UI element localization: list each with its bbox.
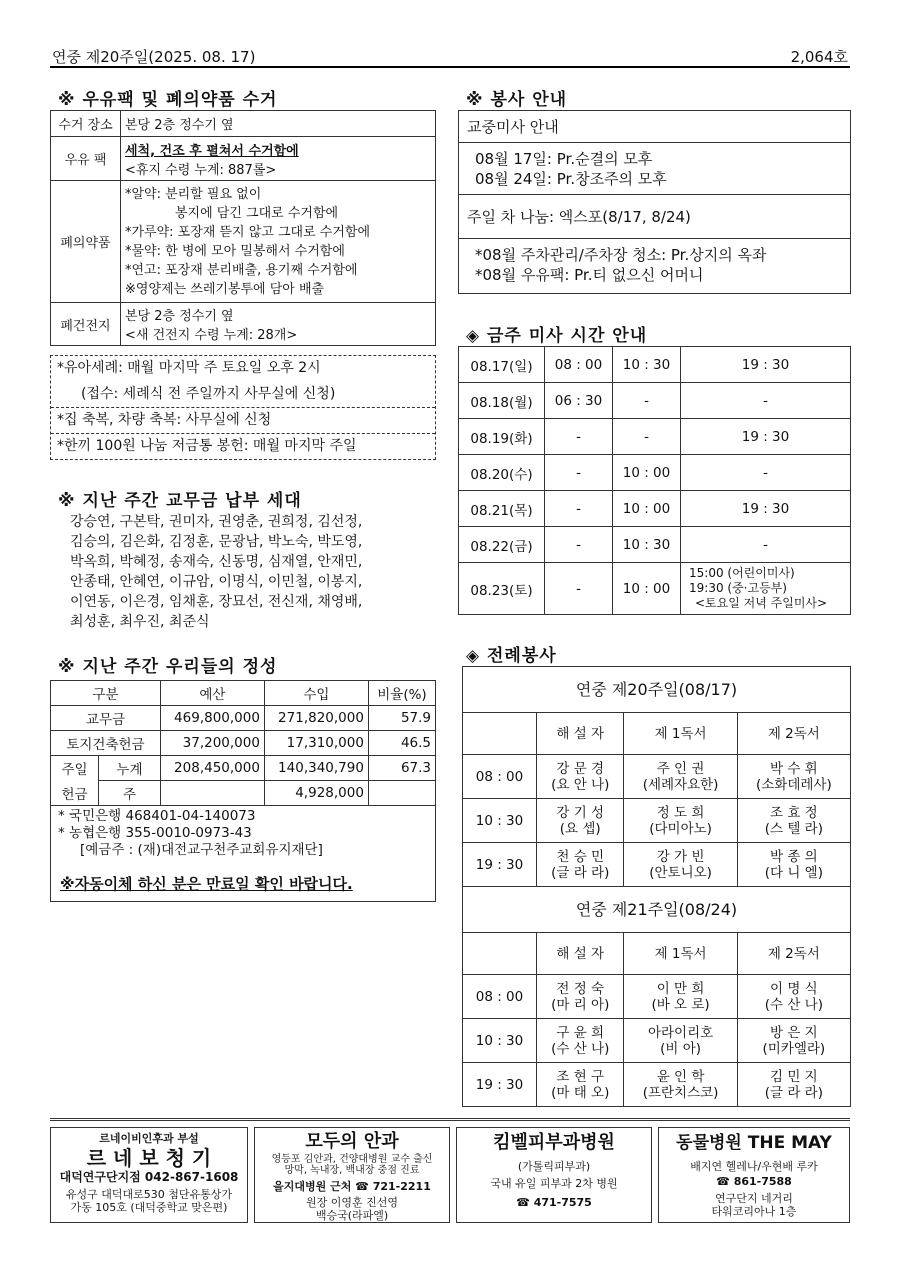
med-line-5: *연고: 포장재 분리배출, 용기째 수거함에 — [125, 262, 358, 278]
med-line-6: ※영양제는 쓰레기봉투에 담아 배출 — [125, 281, 325, 297]
mass-time: - — [613, 383, 681, 419]
dues-title: ※ 지난 주간 교무금 납부 세대 — [58, 491, 302, 511]
lit-baptism: (스 텔 라) — [764, 820, 823, 837]
notice-baptism: *유아세례: 매월 마지막 주 토요일 오후 2시 — [57, 360, 321, 376]
service-title: ※ 봉사 안내 — [466, 90, 568, 110]
offer-head: 수입 — [264, 681, 368, 706]
mass-time: 06 : 30 — [545, 383, 613, 419]
mass-time: - — [545, 491, 613, 527]
ads-footer — [50, 1118, 850, 1223]
offer-cell: 67.3 — [368, 756, 435, 781]
dues-line: 최성훈, 최우진, 최준식 — [70, 614, 210, 630]
sat-mass-line: 15:00 (어린이미사) — [689, 566, 795, 580]
lit-col: 제 2독서 — [737, 713, 850, 755]
lit-name: 박 종 의 — [769, 848, 818, 865]
mass-title: ◈ 금주 미사 시간 안내 — [466, 326, 648, 346]
service-line: 08월 17일: Pr.순결의 모후 — [475, 150, 653, 168]
med-line-1: *알약: 분리할 필요 없이 — [125, 186, 262, 202]
liturgy-table — [462, 666, 851, 1107]
lit-baptism: (안토니오) — [649, 864, 712, 881]
ad-line: 백승국(라파엘) — [315, 1209, 389, 1222]
offer-cell: 140,340,790 — [264, 756, 368, 781]
offer-cell: 17,310,000 — [264, 731, 368, 756]
mass-time: 10 : 00 — [613, 491, 681, 527]
lit-time: 19 : 30 — [463, 1063, 537, 1107]
mass-time: - — [681, 527, 851, 563]
lit-baptism: (다 니 엘) — [764, 864, 823, 881]
bank-line: [예금주 : (재)대전교구천주교회유지재단] — [80, 842, 323, 858]
lit-name: 강 기 성 — [556, 804, 605, 821]
ad-hearing-aid — [50, 1127, 248, 1223]
autopay-notice: ※자동이체 하신 분은 만료일 확인 바랍니다. — [60, 875, 353, 893]
offer-head: 예산 — [160, 681, 264, 706]
lit-baptism: (마 태 오) — [551, 1084, 610, 1101]
lit-name: 천 승 민 — [556, 848, 605, 865]
lit-name: 윤 인 학 — [656, 1068, 705, 1085]
ad-animal-hospital — [658, 1127, 850, 1223]
lit-baptism: (요 셉) — [559, 820, 601, 837]
med-line-3: *가루약: 포장재 뜯지 않고 그대로 수거함에 — [125, 224, 371, 240]
mass-day: 08.23(토) — [459, 563, 545, 615]
issue-date: 연중 제20주일(2025. 08. 17) — [52, 48, 256, 66]
issue-number: 2,064호 — [790, 48, 848, 66]
lit-time: 10 : 30 — [463, 1019, 537, 1063]
notice-blessing: *집 축복, 차량 축복: 사무실에 신청 — [51, 408, 435, 434]
notice-box — [50, 355, 436, 460]
sat-mass-line: <토요일 저녁 주일미사> — [695, 596, 828, 610]
ad-line: ☎ 861-7588 — [716, 1175, 792, 1188]
ad-line: 망막, 녹내장, 백내장 중점 진료 — [284, 1165, 420, 1176]
offering-title: ※ 지난 주간 우리들의 정성 — [58, 657, 278, 677]
dues-line: 박옥희, 박혜정, 송재숙, 신동명, 심재열, 안재민, — [70, 554, 363, 570]
lit-name: 강 가 빈 — [656, 848, 705, 865]
mass-time: 10 : 30 — [613, 527, 681, 563]
lit-name: 조 효 정 — [769, 804, 818, 821]
ad-eye-clinic — [254, 1127, 450, 1223]
dues-line: 이연동, 이은경, 임채훈, 장묘선, 전신재, 채영배, — [70, 594, 363, 610]
lit-time: 19 : 30 — [463, 843, 537, 887]
ad-title: 모두의 안과 — [305, 1131, 399, 1152]
mass-time: 19 : 30 — [681, 347, 851, 383]
lit-col: 제 2독서 — [737, 933, 850, 975]
ad-title: 르 네 보 청 기 — [86, 1146, 212, 1170]
ad-title: 동물병원 THE MAY — [676, 1133, 832, 1153]
ad-line: 르네이비인후과 부설 — [99, 1132, 199, 1145]
notice-baptism-sub: (접수: 세례식 전 주일까지 사무실에 신청) — [51, 382, 435, 408]
offer-cell: 누계 — [99, 756, 161, 781]
lit-baptism: (비 아) — [660, 1040, 702, 1057]
lit-name: 아라이리호 — [647, 1024, 714, 1041]
offer-head: 비율(%) — [368, 681, 435, 706]
offer-cell: 주 — [99, 781, 161, 806]
lit-baptism: (다미아노) — [649, 820, 712, 837]
week-header: 연중 제21주일(08/24) — [463, 887, 851, 933]
mass-time: - — [545, 527, 613, 563]
lit-name: 구 윤 희 — [556, 1024, 605, 1041]
lit-baptism: (수 산 나) — [551, 1040, 610, 1057]
mass-time: 08 : 00 — [545, 347, 613, 383]
lit-name: 박 수 휘 — [769, 760, 818, 777]
service-share: 주일 차 나눔: 엑스포(8/17, 8/24) — [459, 195, 850, 239]
milk-line-1: 세척, 건조 후 펼쳐서 수거함에 — [125, 143, 299, 159]
mass-day: 08.17(일) — [459, 347, 545, 383]
offer-cell: 208,450,000 — [160, 756, 264, 781]
notice-piggybank: *한끼 100원 나눔 저금통 봉헌: 매월 마지막 주일 — [57, 438, 357, 454]
lit-baptism: (글 라 라) — [551, 864, 610, 881]
bank-line: * 농협은행 355-0010-0973-43 — [58, 825, 252, 841]
ad-title: 킴벨피부과병원 — [493, 1132, 615, 1153]
offer-cell: 46.5 — [368, 731, 435, 756]
mass-time: - — [545, 563, 613, 615]
week-header: 연중 제20주일(08/17) — [463, 667, 851, 713]
service-sub: 교중미사 안내 — [459, 111, 850, 143]
offer-cell: 헌금 — [51, 781, 99, 806]
liturgy-title: ◈ 전례봉사 — [466, 646, 557, 666]
mass-time: 10 : 00 — [613, 563, 681, 615]
mass-time: - — [545, 455, 613, 491]
offering-table — [50, 680, 436, 806]
lit-baptism: (수 산 나) — [764, 996, 823, 1013]
ad-line: ☎ 471-7575 — [516, 1196, 592, 1209]
lit-name: 조 현 구 — [556, 1068, 605, 1085]
lit-time: 08 : 00 — [463, 755, 537, 799]
lit-baptism: (요 안 나) — [551, 776, 610, 793]
service-line: 08월 24일: Pr.창조주의 모후 — [475, 170, 667, 188]
ad-line: 타워코리아나 1층 — [711, 1205, 797, 1218]
lit-name: 강 문 경 — [556, 760, 605, 777]
sat-mass-line: 19:30 (중·고등부) — [689, 581, 787, 595]
offer-cell: 토지건축헌금 — [51, 731, 161, 756]
place-label: 수거 장소 — [51, 111, 121, 137]
bank-info — [58, 808, 323, 859]
milk-line-2: <휴지 수령 누계: 887롤> — [125, 162, 277, 178]
lit-baptism: (바 오 로) — [651, 996, 710, 1013]
lit-col: 제 1독서 — [624, 933, 737, 975]
mass-time: - — [613, 419, 681, 455]
mass-time: - — [681, 455, 851, 491]
battery-line-1: 본당 2층 정수기 옆 — [125, 309, 234, 324]
collect-table — [50, 110, 436, 346]
service-line: *08월 우유팩: Pr.티 없으신 어머니 — [475, 266, 704, 284]
offer-cell: 469,800,000 — [160, 706, 264, 731]
lit-name: 정 도 희 — [656, 804, 705, 821]
lit-col: 제 1독서 — [624, 713, 737, 755]
mass-day: 08.22(금) — [459, 527, 545, 563]
dues-names — [70, 512, 430, 632]
battery-line-2: <새 건전지 수령 누계: 28개> — [125, 328, 298, 343]
med-line-2: 봉지에 담긴 그대로 수거함에 — [175, 205, 339, 221]
ad-line: 배지연 헬레나/우현배 루카 — [690, 1160, 818, 1173]
offer-cell: 57.9 — [368, 706, 435, 731]
mass-day: 08.18(월) — [459, 383, 545, 419]
ad-dermatology — [456, 1127, 652, 1223]
bank-line: * 국민은행 468401-04-140073 — [58, 808, 256, 824]
lit-baptism: (세례자요한) — [642, 776, 719, 793]
milk-label: 우유 팩 — [51, 137, 121, 181]
ad-line: 국내 유일 피부과 2차 병원 — [490, 1177, 618, 1190]
ad-line: 을지대병원 근처 ☎ 721-2211 — [273, 1180, 431, 1193]
lit-name: 주 인 권 — [656, 760, 705, 777]
mass-time: - — [545, 419, 613, 455]
med-label: 폐의약품 — [51, 181, 121, 303]
mass-table — [458, 346, 851, 615]
lit-baptism: (프란치스코) — [642, 1084, 719, 1101]
service-box — [458, 110, 851, 294]
lit-col: 해 설 자 — [537, 713, 624, 755]
lit-name: 방 은 지 — [769, 1024, 818, 1041]
mass-time: - — [681, 383, 851, 419]
lit-baptism: (마 리 아) — [551, 996, 610, 1013]
mass-time: 19 : 30 — [681, 491, 851, 527]
offer-cell: 271,820,000 — [264, 706, 368, 731]
battery-label: 폐건전지 — [51, 303, 121, 346]
offer-cell: 주일 — [51, 756, 99, 781]
service-line: *08월 주차관리/주차장 청소: Pr.상지의 옥좌 — [475, 246, 767, 264]
offer-cell: 교무금 — [51, 706, 161, 731]
mass-day: 08.21(목) — [459, 491, 545, 527]
offer-cell: 37,200,000 — [160, 731, 264, 756]
place-value: 본당 2층 정수기 옆 — [121, 111, 436, 137]
ad-line: 유성구 대덕대로530 첨단유통상가 — [65, 1188, 233, 1201]
offer-head: 구분 — [51, 681, 161, 706]
lit-name: 이 명 식 — [769, 980, 818, 997]
dues-line: 강승연, 구본탁, 권미자, 권영춘, 권희정, 김선정, — [70, 514, 363, 530]
lit-name: 이 만 희 — [656, 980, 705, 997]
page-header — [50, 46, 850, 68]
mass-day: 08.20(수) — [459, 455, 545, 491]
offer-cell: 4,928,000 — [264, 781, 368, 806]
lit-time: 10 : 30 — [463, 799, 537, 843]
mass-time: 10 : 00 — [613, 455, 681, 491]
mass-time: 19 : 30 — [681, 419, 851, 455]
lit-baptism: (소화데레사) — [755, 776, 832, 793]
lit-name: 전 정 숙 — [556, 980, 605, 997]
collect-title: ※ 우유팩 및 폐의약품 수거 — [58, 90, 278, 110]
dues-line: 김승의, 김은화, 김정훈, 문광남, 박노숙, 박도영, — [70, 534, 363, 550]
ad-line: (가톨릭피부과) — [517, 1160, 591, 1173]
ad-line: 영등포 김안과, 건양대병원 교수 출신 — [271, 1154, 433, 1165]
mass-time: 10 : 30 — [613, 347, 681, 383]
ad-line: 원장 이영훈 진선영 — [305, 1196, 398, 1209]
lit-col: 해 설 자 — [537, 933, 624, 975]
mass-day: 08.19(화) — [459, 419, 545, 455]
ad-line: 가동 105호 (대덕중학교 맞은편) — [70, 1201, 228, 1214]
dues-line: 안종태, 안혜연, 이규암, 이명식, 이민철, 이봉지, — [70, 574, 363, 590]
med-line-4: *물약: 한 병에 모아 밀봉해서 수거함에 — [125, 243, 345, 259]
lit-time: 08 : 00 — [463, 975, 537, 1019]
lit-baptism: (미카엘라) — [762, 1040, 826, 1057]
lit-name: 김 민 지 — [769, 1068, 818, 1085]
ad-line: 연구단지 네거리 — [715, 1192, 793, 1205]
lit-baptism: (글 라 라) — [764, 1084, 823, 1101]
ad-line: 대덕연구단지점 042-867-1608 — [59, 1170, 239, 1184]
